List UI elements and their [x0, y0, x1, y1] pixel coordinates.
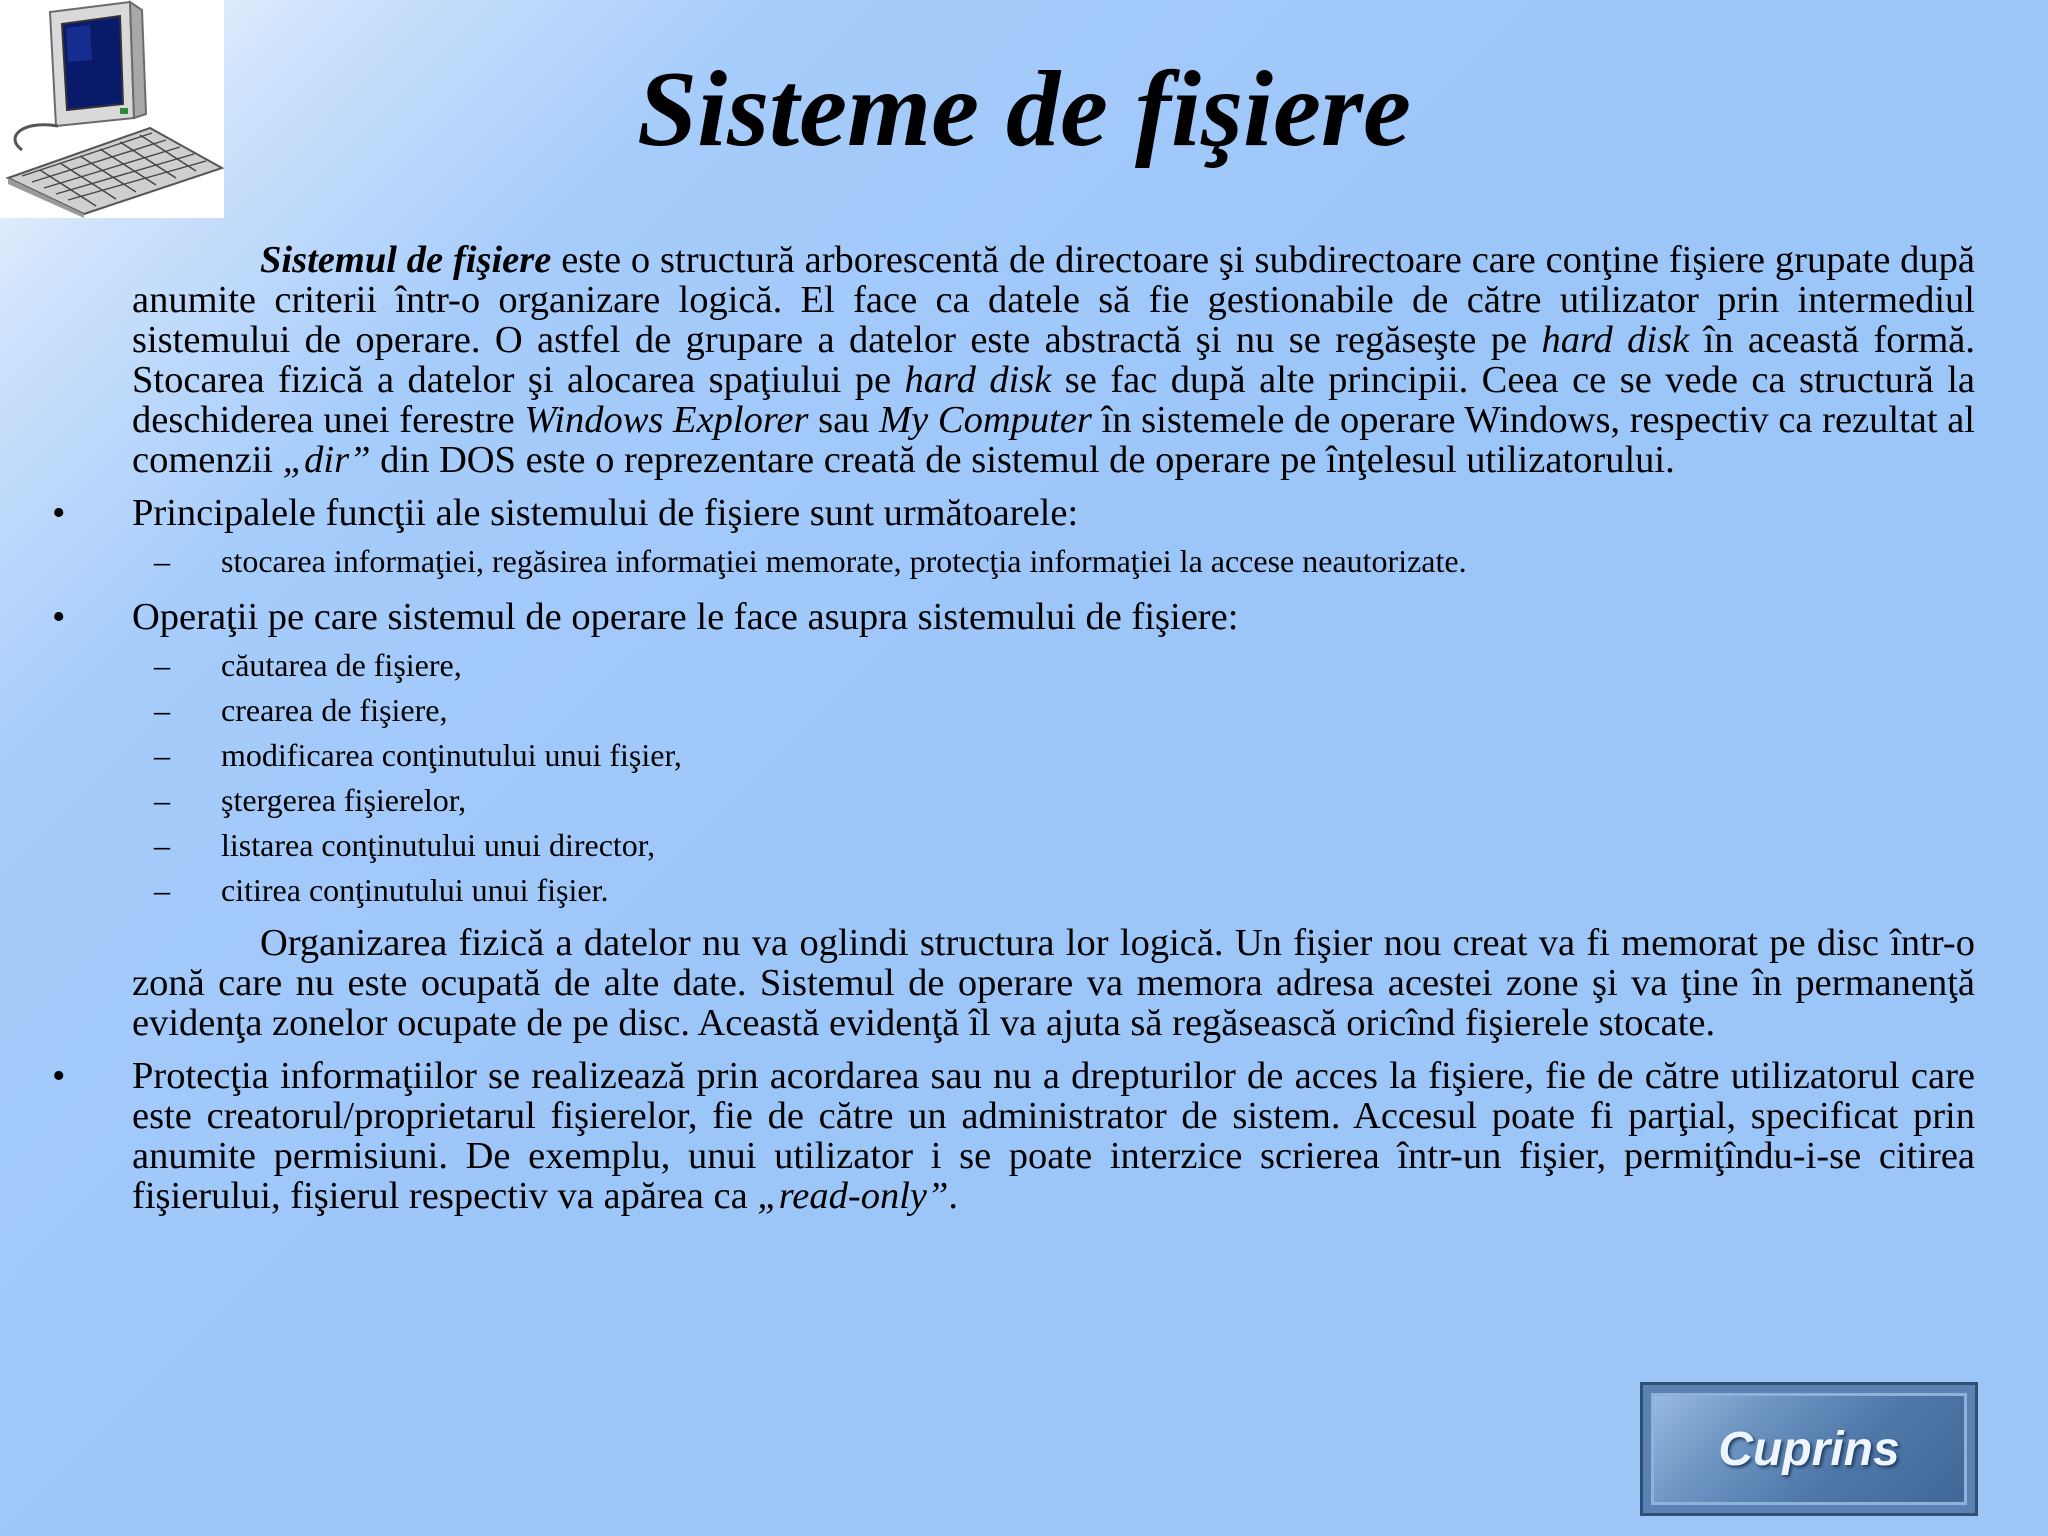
- cuprins-button[interactable]: [1640, 1382, 1978, 1516]
- list-item: – căutarea de fişiere,: [154, 647, 462, 683]
- operations-list: [0, 643, 2048, 913]
- bullet-mark: •: [52, 1055, 66, 1097]
- slide-title: Sisteme de fişiere: [637, 50, 1411, 169]
- cuprins-button-label: Cuprins: [1718, 1422, 1900, 1476]
- bullet-protection: • Protecţia informaţiilor se realizează prin acordarea sau nu a drepturilor de acces la fişiere, fie de către utilizatorul care este creatorul/proprietarul fişierelor, fie de către un administrator de sistem. Accesul poate fi parţial, specificat prin anumite permisiuni. De exemplu, unui utilizator i se poate interzice scrierea într-un fişier, permiţîndu-i-se citirea fişierului, fişierul respectiv va apărea ca „read-only”.: [52, 1055, 1975, 1217]
- list-item: – citirea conţinutului unui fişier.: [154, 872, 609, 908]
- dash-mark: –: [154, 543, 170, 579]
- sub-item: – stocarea informaţiei, regăsirea informaţiei memorate, protecţia informaţiei la accese neautorizate.: [221, 539, 1981, 584]
- list-item: – modificarea conţinutului unui fişier,: [154, 737, 682, 773]
- list-item: – listarea conţinutului unui director,: [154, 827, 656, 863]
- bullet-operations: [52, 596, 1975, 638]
- bullet-text: Operaţii pe care sistemul de operare le face asupra sistemului de fişiere:: [132, 596, 1239, 638]
- bullet-functions: [52, 492, 1975, 534]
- bullet-mark: •: [52, 596, 66, 638]
- bullet-text: Principalele funcţii ale sistemului de fişiere sunt următoarele:: [132, 492, 1079, 534]
- bullet-mark: •: [52, 492, 66, 534]
- organization-paragraph: Organizarea fizică a datelor nu va oglindi structura lor logică. Un fişier nou creat va fi memorat pe disc într-o zonă care nu este ocupată de alte date. Sistemul de operare va memora adresa acestei zone şi va ţine în permanenţă evidenţa zonelor ocupate de pe disc. Această evidenţă îl va ajuta să regăsească oricînd fişierele stocate.: [132, 922, 1975, 1044]
- list-item: – ştergerea fişierelor,: [154, 782, 467, 818]
- intro-paragraph: Sistemul de fişiere este o structură arborescentă de directoare şi subdirectoare care conţine fişiere grupate după anumite criterii într-o organizare logică. El face ca datele să fie gestionabile de către utilizator prin intermediul sistemului de operare. O astfel de grupare a datelor este abstractă şi nu se regăseşte pe hard disk în această formă. Stocarea fizică a datelor şi alocarea spaţiului pe hard disk se fac după alte principii. Ceea ce se vede ca structură la deschiderea unei ferestre Windows Explorer sau My Computer în sistemele de operare Windows, respectiv ca rezultat al comenzii „dir” din DOS este o reprezentare creată de sistemul de operare pe înţelesul utilizatorului.: [132, 239, 1976, 481]
- slide-content: [0, 240, 2048, 1216]
- list-item: – crearea de fişiere,: [154, 692, 448, 728]
- intro-term: Sistemul de fişiere: [260, 239, 552, 281]
